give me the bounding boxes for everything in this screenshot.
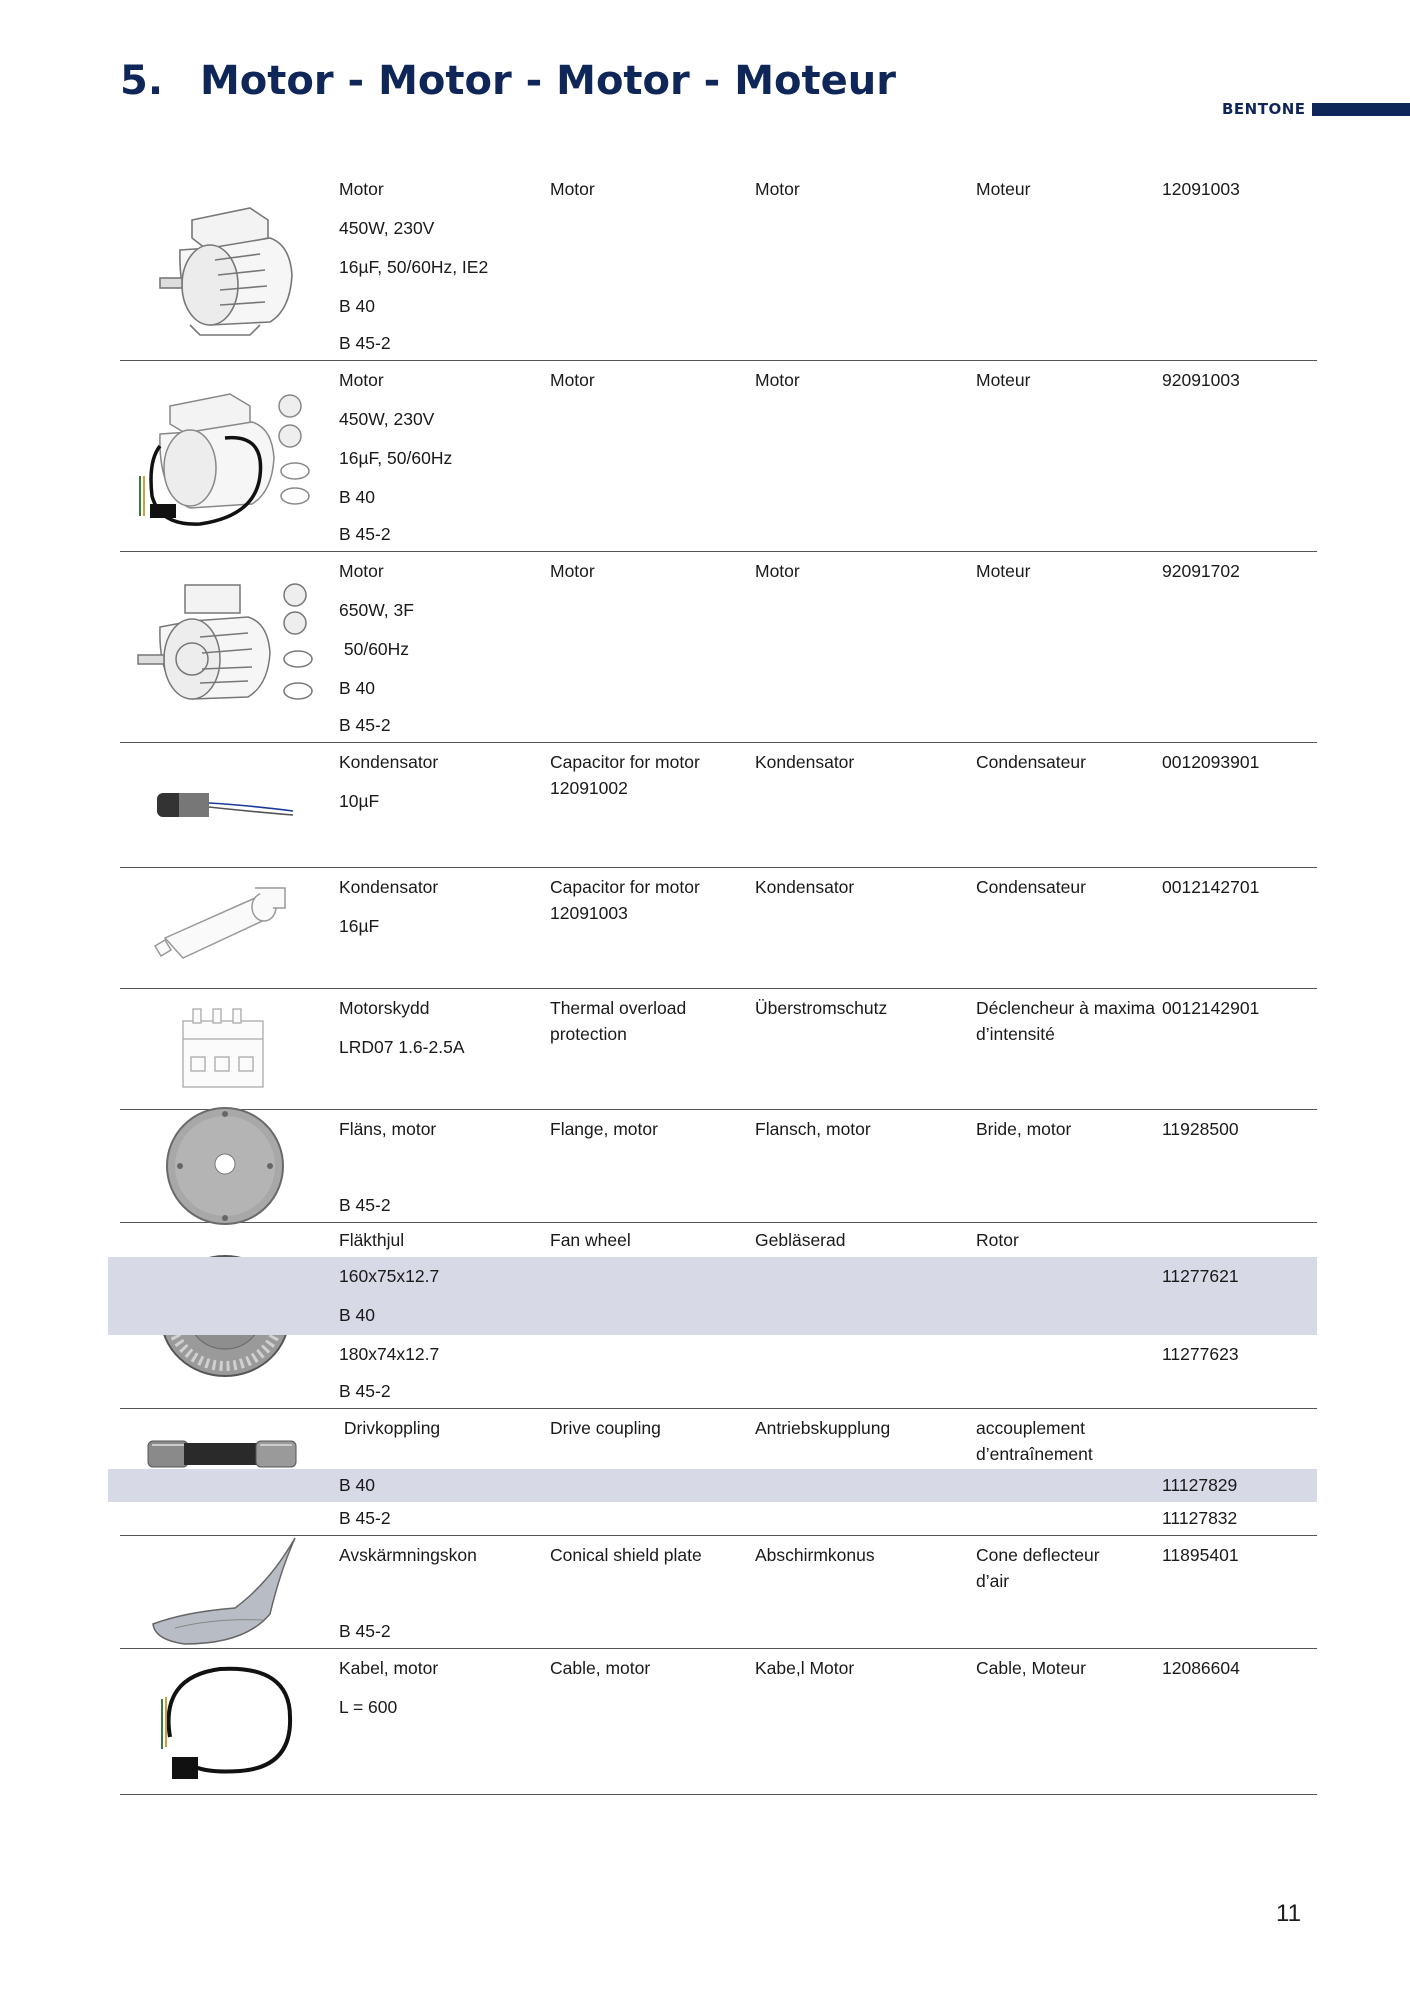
part-line — [120, 439, 1317, 478]
name-sv: Kondensator — [339, 752, 439, 772]
part-line — [120, 400, 1317, 439]
part-row — [120, 552, 1317, 743]
part-line — [120, 552, 1317, 591]
name-fr: Moteur — [976, 561, 1031, 581]
spec-text: 160x75x12.7 — [339, 1266, 440, 1286]
part-row — [120, 170, 1317, 361]
part-number: 11127832 — [1162, 1508, 1238, 1528]
part-number: 11277621 — [1162, 1266, 1239, 1286]
part-line — [120, 517, 1317, 551]
variant-line — [120, 1469, 1317, 1502]
model-label: B 45-2 — [339, 1621, 391, 1641]
spec-text: 16µF — [339, 916, 380, 936]
name-de: Motor — [755, 179, 800, 199]
part-line — [120, 326, 1317, 360]
section-title: Motor - Motor - Motor - Moteur — [200, 58, 896, 104]
spec-text: 16µF, 50/60Hz — [339, 448, 453, 468]
name-en: Capacitor for motor 12091002 — [550, 752, 700, 798]
part-line — [120, 989, 1317, 1044]
part-number: 92091702 — [1162, 561, 1240, 581]
name-fr: accouplement d’entraînement — [976, 1418, 1093, 1464]
page-number: 11 — [1276, 1900, 1301, 1927]
name-en: Drive coupling — [550, 1418, 661, 1438]
part-line — [120, 591, 1317, 630]
name-en: Motor — [550, 370, 595, 390]
name-en: Conical shield plate — [550, 1545, 702, 1565]
part-line — [120, 1614, 1317, 1648]
part-line — [120, 478, 1317, 517]
name-sv: Kondensator — [339, 877, 439, 897]
variant-line — [120, 1502, 1317, 1535]
part-number: 92091003 — [1162, 370, 1240, 390]
name-sv: Fläkthjul — [339, 1230, 405, 1250]
name-en: Fan wheel — [550, 1230, 631, 1250]
spec-text: 450W, 230V — [339, 409, 435, 429]
name-fr: Condensateur — [976, 877, 1086, 897]
model-label: B 45-2 — [339, 524, 391, 544]
part-row — [120, 1223, 1317, 1409]
part-line — [120, 1688, 1317, 1727]
spec-text: 16µF, 50/60Hz, IE2 — [339, 257, 489, 277]
name-sv: Drivkoppling — [339, 1418, 441, 1438]
part-line — [120, 1536, 1317, 1591]
name-sv: Motor — [339, 370, 384, 390]
part-line — [120, 669, 1317, 708]
part-line — [120, 868, 1317, 923]
part-number: 11895401 — [1162, 1545, 1239, 1565]
name-de: Abschirmkonus — [755, 1545, 875, 1565]
variant-line — [120, 1296, 1317, 1335]
part-line — [120, 1188, 1317, 1222]
name-de: Motor — [755, 561, 800, 581]
variant-line — [120, 1257, 1317, 1296]
name-en: Cable, motor — [550, 1658, 651, 1678]
name-fr: Rotor — [976, 1230, 1019, 1250]
model-label: B 45-2 — [339, 333, 391, 353]
name-de: Gebläserad — [755, 1230, 846, 1250]
brand-mark — [1222, 100, 1410, 118]
part-row — [120, 743, 1317, 868]
part-number: 11928500 — [1162, 1119, 1239, 1139]
part-line — [120, 743, 1317, 798]
name-sv: Avskärmningskon — [339, 1545, 477, 1565]
name-en: Flange, motor — [550, 1119, 658, 1139]
part-line — [120, 1223, 1317, 1257]
part-line — [120, 1028, 1317, 1067]
spec-text: 10µF — [339, 791, 380, 811]
name-fr: Cable, Moteur — [976, 1658, 1086, 1678]
part-row — [120, 1649, 1317, 1795]
part-row — [120, 989, 1317, 1110]
part-line — [120, 361, 1317, 400]
variant-line — [120, 1335, 1317, 1374]
spec-text: 650W, 3F — [339, 600, 414, 620]
name-de: Antriebskupplung — [755, 1418, 891, 1438]
name-sv: Motor — [339, 179, 384, 199]
model-label: B 40 — [339, 1305, 375, 1325]
model-label: B 40 — [339, 678, 375, 698]
name-sv: Fläns, motor — [339, 1119, 437, 1139]
model-label: B 45-2 — [339, 1508, 391, 1528]
name-fr: Condensateur — [976, 752, 1086, 772]
name-de: Überstromschutz — [755, 998, 888, 1018]
part-number: 11127829 — [1162, 1475, 1238, 1495]
part-row — [120, 1409, 1317, 1536]
variant-line — [120, 1374, 1317, 1408]
part-line — [120, 248, 1317, 287]
part-number: 0012142701 — [1162, 877, 1260, 897]
part-line — [120, 907, 1317, 946]
name-de: Kondensator — [755, 877, 855, 897]
brand-bar — [1312, 103, 1410, 116]
part-line — [120, 209, 1317, 248]
name-sv: Motor — [339, 561, 384, 581]
part-number: 11277623 — [1162, 1344, 1239, 1364]
parts-table — [120, 170, 1317, 1795]
name-en: Thermal overload protection — [550, 998, 687, 1044]
part-line — [120, 630, 1317, 669]
model-label: B 40 — [339, 1475, 375, 1495]
part-number: 0012093901 — [1162, 752, 1260, 772]
part-row — [120, 868, 1317, 989]
name-en: Motor — [550, 561, 595, 581]
name-sv: Motorskydd — [339, 998, 430, 1018]
model-label: B 40 — [339, 487, 375, 507]
name-en: Capacitor for motor 12091003 — [550, 877, 700, 923]
part-line — [120, 1110, 1317, 1149]
model-label: B 45-2 — [339, 715, 391, 735]
spec-text: LRD07 1.6-2.5A — [339, 1037, 465, 1057]
part-line — [120, 170, 1317, 209]
part-line — [120, 1649, 1317, 1688]
name-fr: Bride, motor — [976, 1119, 1072, 1139]
part-line — [120, 782, 1317, 821]
part-number: 12091003 — [1162, 179, 1240, 199]
model-label: B 40 — [339, 296, 375, 316]
part-line — [120, 1575, 1317, 1614]
model-label: B 45-2 — [339, 1195, 391, 1215]
page-title — [120, 58, 896, 104]
name-de: Flansch, motor — [755, 1119, 871, 1139]
spec-text: 450W, 230V — [339, 218, 435, 238]
name-de: Motor — [755, 370, 800, 390]
part-line — [120, 287, 1317, 326]
name-fr: Moteur — [976, 179, 1031, 199]
name-en: Motor — [550, 179, 595, 199]
part-row — [120, 361, 1317, 552]
spec-text: L = 600 — [339, 1697, 398, 1717]
brand-name: BENTONE — [1222, 100, 1306, 118]
part-row — [120, 1536, 1317, 1649]
spec-text: 50/60Hz — [339, 639, 410, 659]
part-row — [120, 1110, 1317, 1223]
name-fr: Cone deflecteur d’air — [976, 1545, 1100, 1591]
name-de: Kabe,l Motor — [755, 1658, 855, 1678]
section-number: 5. — [120, 58, 164, 104]
model-label: B 45-2 — [339, 1381, 391, 1401]
name-fr: Déclencheur à maxima d’intensité — [976, 998, 1155, 1044]
part-line — [120, 1409, 1317, 1469]
part-line — [120, 1149, 1317, 1188]
part-number: 12086604 — [1162, 1658, 1240, 1678]
name-fr: Moteur — [976, 370, 1031, 390]
spec-text: 180x74x12.7 — [339, 1344, 440, 1364]
part-number: 0012142901 — [1162, 998, 1260, 1018]
part-line — [120, 708, 1317, 742]
name-de: Kondensator — [755, 752, 855, 772]
name-sv: Kabel, motor — [339, 1658, 439, 1678]
